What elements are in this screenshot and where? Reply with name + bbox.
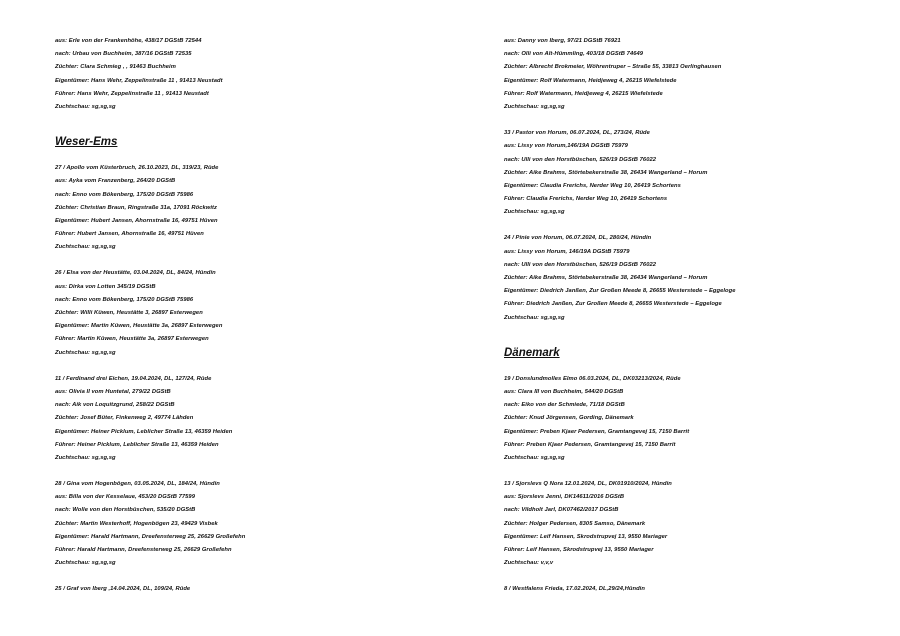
left-intro-entry	[55, 38, 425, 110]
entry-line: nach: Enno vom Bökenberg, 175/20 DGStB 75986	[55, 191, 194, 198]
dog-entry	[504, 376, 874, 461]
entry-line: nach: Olli von Alt-Hümmling, 403/18 DGStB 74649	[504, 51, 644, 58]
entry-line: nach: Eiko von der Schmiede, 71/18 DGStB	[504, 402, 625, 409]
entry-line: 11 / Ferdinand drei Eichen, 19.04.2024, DL, 127/24, Rüde	[55, 375, 212, 382]
entry-line: Züchter: Aike Brahms, Störtebekerstraße 38, 26434 Wangerland – Horum	[504, 275, 708, 281]
entry-line: Züchter: Clara Schmieg , , 91463 Buchheim	[55, 64, 176, 71]
left-column	[55, 38, 425, 600]
entry-line: nach: Enno vom Bökenberg, 175/20 DGStB 75986	[55, 296, 194, 303]
entry-line: Zuchtschau: sg,sg,sg	[504, 103, 565, 110]
entry-line: aus: Sjorslevs Jenni, DK14611/2016 DGStB	[504, 494, 625, 501]
entry-line: nach: Urbau von Buchheim, 387/16 DGStB 72535	[55, 51, 192, 58]
entry-line: Eigentümer: Leif Hansen, Skrodstrupvej 13, 9550 Mariager	[504, 533, 668, 540]
entry-line: Führer: Martin Küwen, Heustätte 3a, 26897 Esterwegen	[55, 336, 209, 343]
dog-entry	[504, 481, 874, 566]
entry-line: 13 / Sjorslevs Q Nora 12.01.2024, DL, DK01910/2024, Hündin	[504, 481, 672, 488]
entry-line: 19 / Donslundmolles Elmo 06.03.2024, DL, DK03213/2024, Rüde	[504, 375, 681, 382]
entry-line: Züchter: Albrecht Brokmeier, Wöhrentruper – Straße 55, 33813 Oerlinghausen	[504, 64, 722, 71]
entry-line: aus: Dirka von Lotten 345/19 DGStB	[55, 283, 156, 290]
dog-entry	[55, 165, 425, 250]
entry-line: Führer: Harald Hartmann, Dreefensterweg 25, 26629 Großefehn	[55, 547, 232, 553]
entry-line: 26 / Elsa von der Heustätte, 03.04.2024, DL, 84/24, Hündin	[55, 270, 216, 277]
entry-line: 8 / Westfalens Frieda, 17.02.2024, DL,29/24,Hündin	[504, 586, 645, 593]
dog-entry	[504, 235, 874, 320]
entry-line: Zuchtschau: v,v,v	[504, 560, 554, 567]
entry-line: Züchter: Holger Pedersen, 8305 Samso, Dänemark	[504, 520, 646, 527]
entry-line: Zuchtschau: sg,sg,sg	[504, 314, 565, 321]
entry-line: Eigentümer: Harald Hartmann, Dreefensterweg 25, 26629 Großefehn	[55, 533, 246, 540]
entry-line: Zuchtschau: sg,sg,sg	[55, 560, 116, 567]
entry-line: 27 / Apollo vom Küsterbruch, 26.10.2023, DL, 319/23, Rüde	[55, 165, 219, 172]
entry-line: aus: Lissy von Horum, 146/19A DGStB 75979	[504, 248, 630, 255]
entry-line: nach: Vildholt Jarl, DK07462/2017 DGStB	[504, 507, 619, 514]
entry-line: Zuchtschau: sg,sg,sg	[55, 454, 116, 461]
entry-line: 28 / Gina vom Hogenbögen, 03.05.2024, DL, 184/24, Hündin	[55, 481, 220, 488]
entry-line: Eigentümer: Heiner Picklum, Leblicher Straße 13, 46359 Heiden	[55, 428, 233, 435]
entry-line: Züchter: Willi Küwen, Heustätte 3, 26897 Esterwegen	[55, 310, 203, 316]
entry-line: Eigentümer: Claudia Frerichs, Nerder Weg 10, 26419 Schortens	[504, 182, 681, 189]
entry-line: Führer: Claudia Frerichs, Nerder Weg 10, 26419 Schortens	[504, 196, 668, 203]
entry-line: Eigentümer: Preben Kjaer Pedersen, Gramtangevej 15, 7150 Barrit	[504, 428, 690, 435]
entry-line: Führer: Leif Hansen, Skrodstrupvej 13, 9550 Mariager	[504, 547, 654, 553]
entry-line: nach: Ulli von den Horstbüschen, 526/19 DGStB 76022	[504, 156, 657, 163]
entry-line: Eigentümer: Hans Wehr, Zeppelinstraße 11 , 91413 Neustadt	[55, 77, 223, 84]
entry-line: aus: Clara III von Buchheim, 544/20 DGStB	[504, 388, 624, 395]
entry-line: nach: Ulli von den Horstbüschen, 526/19 DGStB 76022	[504, 261, 657, 268]
entry-line: Zuchtschau: sg,sg,sg	[55, 244, 116, 251]
section-heading-weser-ems: Weser-Ems	[55, 136, 118, 149]
entry-line: Zuchtschau: sg,sg,sg	[55, 349, 116, 356]
section-heading-daenemark: Dänemark	[504, 346, 560, 359]
entry-line: Züchter: Christian Braun, Ringstraße 31a, 17091 Röckwitz	[55, 204, 217, 211]
entry-line: Züchter: Knud Jörgensen, Gording, Dänemark	[504, 415, 634, 422]
entry-line: Führer: Hans Wehr, Zeppelinstraße 11 , 91413 Neustadt	[55, 90, 209, 97]
entry-line: Führer: Rolf Watermann, Heidjeweg 4, 26215 Wiefelstede	[504, 90, 663, 97]
entry-line: Eigentümer: Diedrich Janßen, Zur Großen Meede 8, 26655 Westerstede – Eggeloge	[504, 288, 736, 295]
entry-line: aus: Ayka vom Franzenberg, 264/20 DGStB	[55, 178, 176, 185]
entry-line: Führer: Diedrich Janßen, Zur Großen Meede 8, 26655 Westerstede – Eggeloge	[504, 301, 722, 308]
entry-line: nach: Wolle von den Horstbüschen, 535/20 DGStB	[55, 507, 196, 514]
dog-entry	[55, 270, 425, 355]
right-intro-entry	[504, 38, 874, 110]
entry-line: Züchter: Martin Westerhoff, Hogenbögen 23, 49429 Visbek	[55, 520, 218, 527]
entry-line: 24 / Pinie von Horum, 06.07.2024, DL, 280/24, Hündin	[504, 235, 652, 242]
entry-line: Führer: Preben Kjaer Pedersen, Gramtangevej 15, 7150 Barrit	[504, 441, 676, 448]
entry-line: Zuchtschau: sg,sg,sg	[504, 454, 565, 461]
entry-line: Eigentümer: Hubert Jansen, Ahornstraße 16, 49751 Hüven	[55, 217, 218, 224]
entry-line: Züchter: Josef Büter, Finkenweg 2, 49774 Lähden	[55, 415, 194, 422]
entry-line: Zuchtschau: sg,sg,sg	[55, 103, 116, 110]
entry-line: Eigentümer: Rolf Watermann, Heidjeweg 4, 26215 Wiefelstede	[504, 77, 677, 84]
entry-line: aus: Billa von der Kesselaue, 453/20 DGStB 77599	[55, 494, 195, 501]
entry-line: aus: Erle von der Frankenhöhe, 438/17 DGStB 72544	[55, 38, 202, 44]
entry-line: Zuchtschau: sg,sg,sg	[504, 209, 565, 216]
entry-line: Züchter: Aike Brahms, Störtebekerstraße 38, 26434 Wangerland – Horum	[504, 169, 708, 176]
entry-line: aus: Danny von Iberg, 97/21 DGStB 76921	[504, 38, 621, 44]
dog-entry	[55, 481, 425, 566]
entry-line: Führer: Hubert Jansen, Ahornstraße 16, 49751 Hüven	[55, 231, 204, 238]
entry-line: Eigentümer: Martin Küwen, Heustätte 3a, 26897 Esterwegen	[55, 323, 223, 330]
entry-line: aus: Lissy von Horum,146/19A DGStB 75979	[504, 143, 628, 150]
entry-line: Führer: Heiner Picklum, Leblicher Straße 13, 46359 Heiden	[55, 441, 219, 448]
entry-line: 33 / Pastor von Horum, 06.07.2024, DL, 273/24, Rüde	[504, 130, 650, 137]
entry-line: nach: Aik von Loquitzgrund, 258/22 DGStB	[55, 402, 175, 409]
entry-line: 25 / Graf von Iberg ,14.04.2024, DL, 109/24, Rüde	[55, 586, 191, 593]
entry-line: aus: Olivia II vom Huntetal, 279/22 DGStB	[55, 388, 171, 395]
dog-entry	[504, 130, 874, 215]
right-column	[504, 38, 874, 600]
dog-entry	[55, 376, 425, 461]
